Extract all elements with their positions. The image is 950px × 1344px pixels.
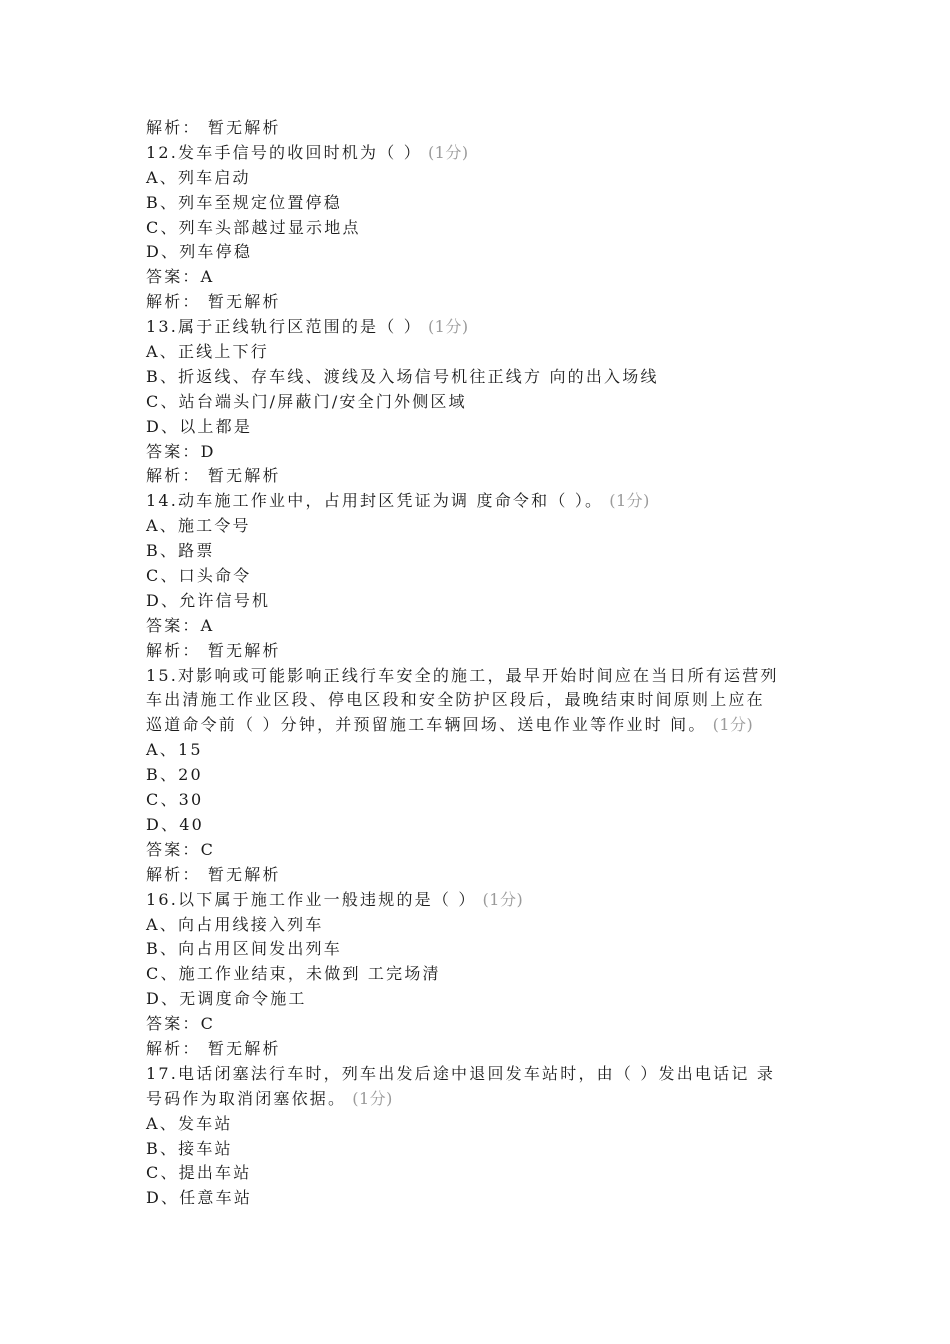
question-score: (1分) [427,317,469,337]
analysis-line: 解析： 暂无解析 [146,864,281,884]
option-c: C、列车头部越过显示地点 [146,217,361,237]
option-a: A、发车站 [146,1113,233,1133]
question-score: (1分) [712,715,754,735]
question-text: 14.动车施工作业中，占用封区凭证为调 度命令和（ ）。 [146,491,604,511]
question-stem [146,1087,810,1112]
question-14 [146,489,810,663]
question-score: (1分) [352,1088,393,1108]
option-a: A、施工令号 [146,516,251,536]
option-a: A、正线上下行 [146,342,269,362]
question-12 [146,141,810,315]
option-b: B、20 [146,765,203,785]
question-stem-line: 15.对影响或可能影响正线行车安全的施工，最早开始时间应在当日所有运营列 [146,665,779,685]
question-17 [146,1062,810,1211]
question-stem [146,315,810,340]
answer-line: 答案：D [146,441,216,461]
analysis-line: 解析： 暂无解析 [146,640,281,660]
option-b: B、接车站 [146,1138,233,1158]
option-c: C、施工作业结束，未做到 工完场清 [146,964,441,984]
question-stem-line: 车出清施工作业区段、停电区段和安全防护区段后，最晚结束时间原则上应在 [146,690,765,710]
analysis-line: 解析： 暂无解析 [146,292,281,312]
question-text: 13.属于正线轨行区范围的是（ ） [146,317,422,337]
analysis-line: 解析： 暂无解析 [146,1038,281,1058]
option-a: A、15 [146,740,203,760]
option-c: C、提出车站 [146,1163,252,1183]
option-d: D、允许信号机 [146,590,271,610]
document-page [146,116,810,1211]
option-d: D、40 [146,814,204,834]
option-d: D、任意车站 [146,1188,253,1208]
option-b: B、列车至规定位置停稳 [146,192,342,212]
option-a: A、列车启动 [146,167,251,187]
option-d: D、列车停稳 [146,242,253,262]
question-text: 巡道命令前（ ）分钟，并预留施工车辆回场、送电作业等作业时 间。 [146,715,707,735]
question-13 [146,315,810,489]
question-15 [146,664,810,888]
option-c: C、口头命令 [146,566,252,586]
question-stem-line: 17.电话闭塞法行车时，列车出发后途中退回发车站时，由（ ）发出电话记 录 [146,1063,776,1083]
question-16 [146,888,810,1062]
question-stem [146,141,810,166]
option-b: B、折返线、存车线、渡线及入场信号机往正线方 向的出入场线 [146,366,659,386]
question-score: (1分) [609,491,650,511]
question-text: 16.以下属于施工作业一般违规的是（ ） [146,889,477,909]
answer-line: 答案：C [146,839,216,859]
question-stem [146,713,810,738]
option-c: C、30 [146,790,204,810]
question-score: (1分) [482,889,524,909]
option-b: B、路票 [146,541,215,561]
option-d: D、以上都是 [146,416,253,436]
answer-line: 答案：A [146,267,215,287]
question-text: 12.发车手信号的收回时机为（ ） [146,142,422,162]
question-stem [146,489,810,514]
answer-line: 答案：A [146,615,215,635]
option-a: A、向占用线接入列车 [146,914,324,934]
analysis-line: 解析： 暂无解析 [146,466,281,486]
question-text: 号码作为取消闭塞依据。 [146,1088,347,1108]
analysis-line: 解析： 暂无解析 [146,118,281,137]
answer-line: 答案：C [146,1014,216,1034]
option-d: D、无调度命令施工 [146,989,307,1009]
question-stem [146,888,810,913]
question-score: (1分) [427,142,469,162]
option-c: C、站台端头门/屏蔽门/安全门外侧区域 [146,391,467,411]
option-b: B、向占用区间发出列车 [146,939,342,959]
